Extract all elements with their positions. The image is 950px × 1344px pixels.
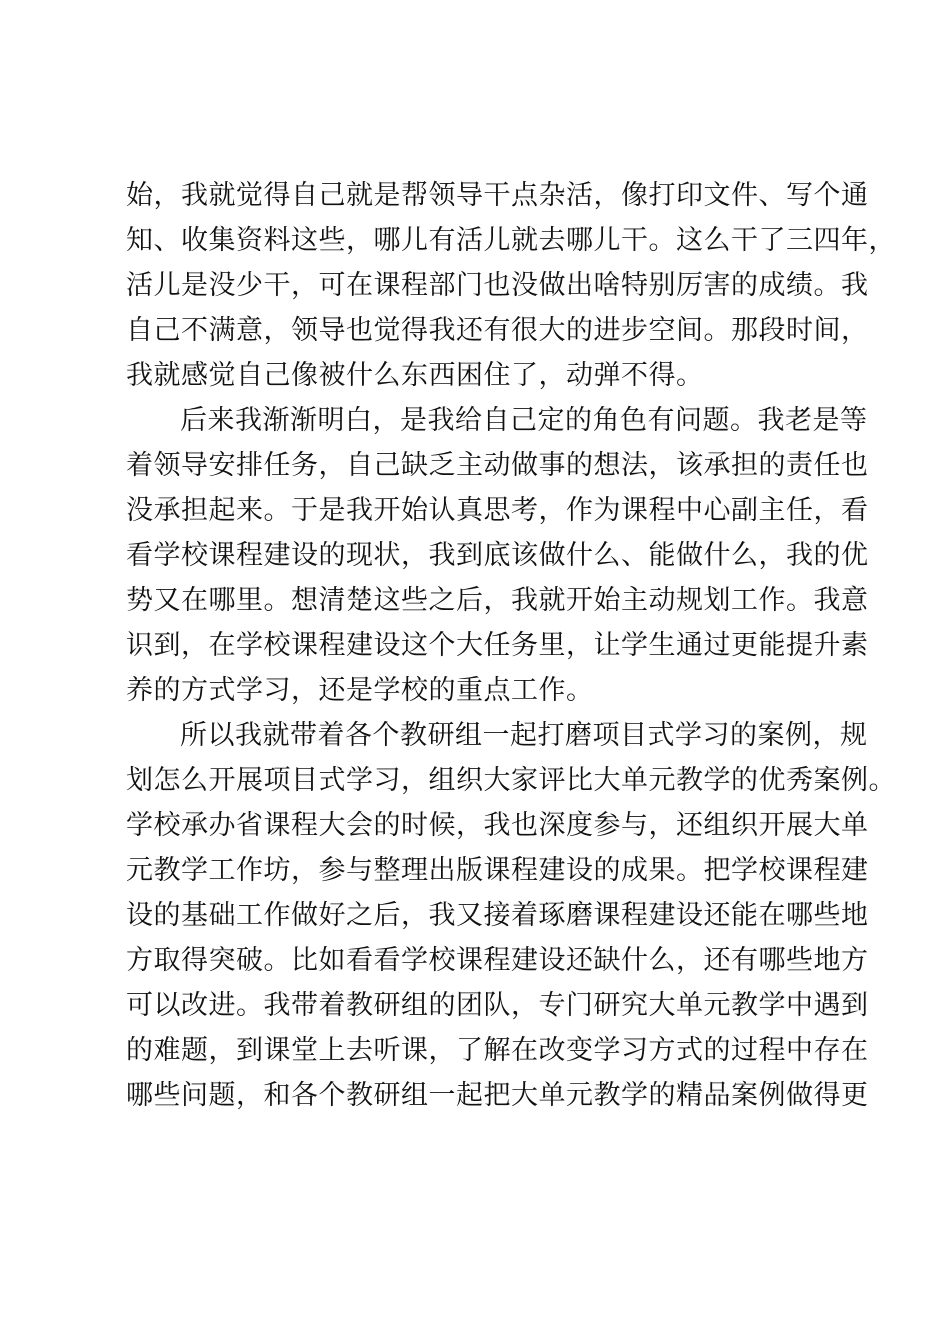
paragraph-first-line: 后来我渐渐明白，是我给自己定的角色有问题。我老是等 bbox=[180, 405, 868, 436]
text-line: 看学校课程建设的现状，我到底该做什么、能做什么，我的优 bbox=[126, 540, 869, 571]
text-line: 的难题，到课堂上去听课，了解在改变学习方式的过程中存在 bbox=[126, 1035, 869, 1066]
text-line: 可以改进。我带着教研组的团队，专门研究大单元教学中遇到 bbox=[126, 990, 869, 1021]
text-line: 知、收集资料这些，哪儿有活儿就去哪儿干。这么干了三四年， bbox=[126, 225, 896, 256]
text-line: 始，我就觉得自己就是帮领导干点杂活，像打印文件、写个通 bbox=[126, 180, 869, 211]
text-line: 划怎么开展项目式学习，组织大家评比大单元教学的优秀案例。 bbox=[126, 765, 896, 796]
text-line: 自己不满意，领导也觉得我还有很大的进步空间。那段时间， bbox=[126, 315, 869, 346]
paragraph-first-line: 所以我就带着各个教研组一起打磨项目式学习的案例，规 bbox=[180, 720, 868, 751]
text-line: 设的基础工作做好之后，我又接着琢磨课程建设还能在哪些地 bbox=[126, 900, 869, 931]
text-line: 哪些问题，和各个教研组一起把大单元教学的精品案例做得更 bbox=[126, 1080, 869, 1111]
text-line: 着领导安排任务，自己缺乏主动做事的想法，该承担的责任也 bbox=[126, 450, 869, 481]
body-text bbox=[126, 173, 896, 1118]
text-line: 学校承办省课程大会的时候，我也深度参与，还组织开展大单 bbox=[126, 810, 869, 841]
text-line: 活儿是没少干，可在课程部门也没做出啥特别厉害的成绩。我 bbox=[126, 270, 869, 301]
text-line: 没承担起来。于是我开始认真思考，作为课程中心副主任，看 bbox=[126, 495, 869, 526]
text-line: 势又在哪里。想清楚这些之后，我就开始主动规划工作。我意 bbox=[126, 585, 869, 616]
text-line: 方取得突破。比如看看学校课程建设还缺什么，还有哪些地方 bbox=[126, 945, 869, 976]
text-line: 养的方式学习，还是学校的重点工作。 bbox=[126, 675, 594, 706]
text-line: 识到，在学校课程建设这个大任务里，让学生通过更能提升素 bbox=[126, 630, 869, 661]
text-line: 我就感觉自己像被什么东西困住了，动弹不得。 bbox=[126, 360, 704, 391]
text-line: 元教学工作坊，参与整理出版课程建设的成果。把学校课程建 bbox=[126, 855, 869, 886]
